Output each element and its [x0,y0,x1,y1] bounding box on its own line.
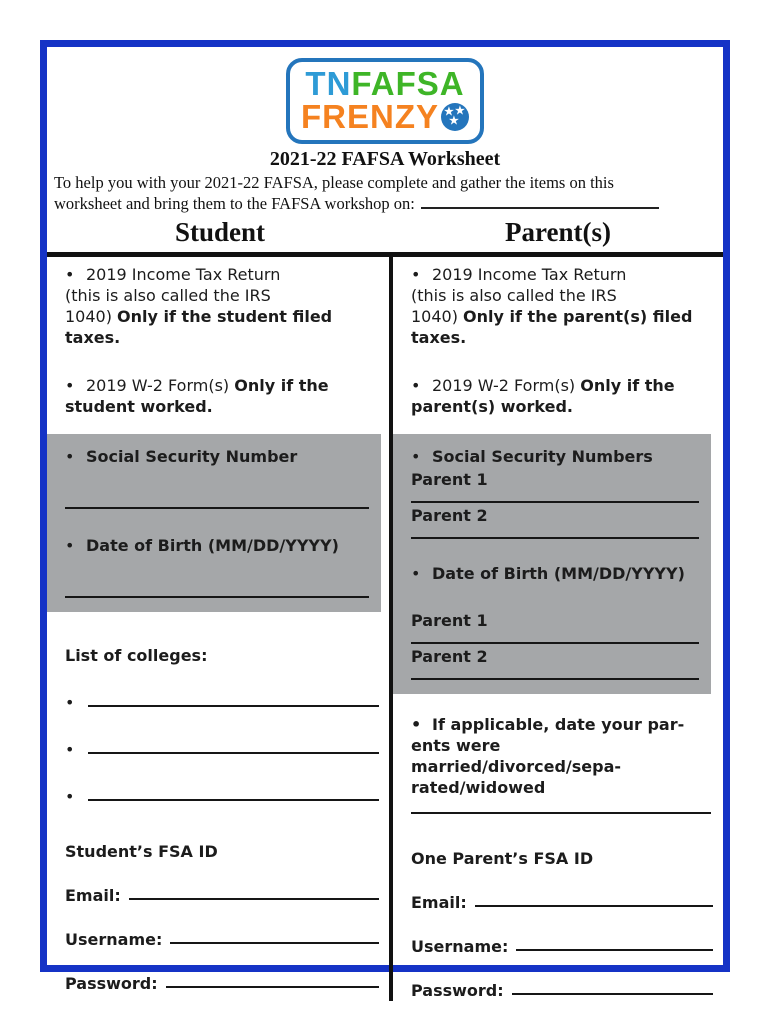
parent-column [393,257,723,1001]
star-icon: ★ [455,105,466,117]
w2-text: 2019 W-2 Form(s) [86,376,235,395]
student-ssn-item [65,446,369,467]
student-column [47,257,389,1001]
tax-line-4: taxes. [411,328,467,347]
college-line-2 [65,739,379,760]
w2-text-bold: Only if the [580,376,675,395]
tax-text-bold: Only if the student filed [117,307,333,326]
student-w2-item [65,375,379,417]
parent2-ssn-blank-line [411,537,699,539]
page-title: 2021-22 FAFSA Worksheet [269,148,501,170]
marriage-line-1 [411,714,711,735]
student-email-row [65,885,379,906]
parent-column-header: Parent(s) [505,217,611,247]
ssn-label: Social Security Numbers [432,447,653,466]
student-dob-item [65,535,369,556]
password-label: Password: [65,974,158,993]
username-blank-line [516,936,713,951]
college-blank-line [88,692,379,707]
dob-label: Date of Birth (MM/DD/YYYY) [432,564,685,583]
tax-line-1 [411,264,713,285]
parent1-dob-blank-line [411,642,699,644]
column-headers [47,217,723,247]
tax-line-1 [65,264,379,285]
intro-line-1: To help you with your 2021-22 FAFSA, please complete and gather the items on this [54,173,614,192]
username-label: Username: [65,930,163,949]
bullet-icon: • [411,447,421,466]
bullet-icon: • [411,376,421,395]
parent2-label: Parent 2 [411,506,488,525]
tn-fafsa-frenzy-logo [286,58,484,144]
marriage-line-2: ents were married/divorced/sepa- [411,736,622,776]
logo-line-1 [296,67,474,100]
parent-tax-return-item [411,264,713,348]
workshop-date-label: worksheet and bring them to the FAFSA workshop on: [54,194,415,213]
ssn-label: Social Security Number [86,447,298,466]
email-blank-line [129,885,379,900]
parent-ssn-dob-section [393,434,711,694]
student-tax-return-item [65,264,379,348]
tax-line-3 [65,306,379,327]
password-blank-line [166,973,379,988]
college-line-1 [65,692,379,713]
password-label: Password: [411,981,504,1000]
student-column-header: Student [174,217,266,247]
logo-line-2 [296,100,474,133]
password-blank-line [512,980,713,995]
w2-line-1 [65,375,379,396]
w2-text-bold: Only if the [234,376,329,395]
tax-line-2: (this is also called the IRS [411,286,617,305]
bullet-icon: • [65,447,75,466]
parent-email-row [411,892,713,913]
college-line-3 [65,786,379,807]
marriage-line-3: rated/widowed [411,778,546,797]
w2-line-1 [411,375,713,396]
workshop-date-blank-line [421,195,659,209]
star-icon: ★ [444,106,455,118]
username-label: Username: [411,937,509,956]
worksheet-border-frame [40,40,730,1000]
parent-dob-item [411,563,699,584]
bullet-icon: • [65,787,75,806]
bullet-icon: • [65,536,75,555]
bullet-icon: • [411,715,422,734]
bullet-icon: • [65,265,75,284]
student-username-row [65,929,379,950]
worksheet-columns [47,252,723,1001]
tax-text: 2019 Income Tax Return [432,265,627,284]
email-label: Email: [411,893,467,912]
parent2-label: Parent 2 [411,647,488,666]
w2-line-2: student worked. [65,397,213,416]
parent-ssn-item [411,446,699,467]
logo-fafsa-text: FAFSA [351,65,465,102]
college-blank-line [88,739,379,754]
logo-tn-text: TN [305,65,352,102]
parent-username-row [411,936,713,957]
parent-fsa-id-heading: One Parent’s FSA ID [411,849,594,868]
w2-text: 2019 W-2 Form(s) [432,376,581,395]
parent-password-row [411,980,713,1001]
student-fsa-id-heading: Student’s FSA ID [65,842,218,861]
intro-line-2 [54,194,659,213]
marriage-text: If applicable, date your par- [432,715,685,734]
tennessee-tristar-icon [441,103,469,131]
bullet-icon: • [65,376,75,395]
marriage-date-blank-line [411,812,711,814]
tax-line-3 [411,306,713,327]
dob-label: Date of Birth (MM/DD/YYYY) [86,536,339,555]
username-blank-line [170,929,379,944]
bullet-icon: • [65,740,75,759]
marriage-date-item [411,714,711,798]
bullet-icon: • [411,564,421,583]
intro-text [54,172,717,214]
tax-line-4: taxes. [65,328,121,347]
logo-frenzy-text: FRENZY [301,98,439,135]
bullet-icon: • [411,265,421,284]
parent1-label: Parent 1 [411,611,488,630]
parent1-ssn-blank-line [411,501,699,503]
tax-text-bold: Only if the parent(s) filed [463,307,693,326]
colleges-list-label: List of colleges: [65,646,208,665]
student-password-row [65,973,379,994]
parent1-label: Parent 1 [411,470,488,489]
tax-text: 1040) [65,307,118,326]
tax-line-2: (this is also called the IRS [65,286,271,305]
student-ssn-blank-line [65,507,369,509]
star-icon: ★ [449,115,460,127]
tax-text: 1040) [411,307,464,326]
bullet-icon: • [65,693,75,712]
college-blank-line [88,786,379,801]
tax-text: 2019 Income Tax Return [86,265,281,284]
email-blank-line [475,892,713,907]
parent-w2-item [411,375,713,417]
student-ssn-dob-section [47,434,381,612]
email-label: Email: [65,886,121,905]
w2-line-2: parent(s) worked. [411,397,574,416]
parent2-dob-blank-line [411,678,699,680]
student-dob-blank-line [65,596,369,598]
